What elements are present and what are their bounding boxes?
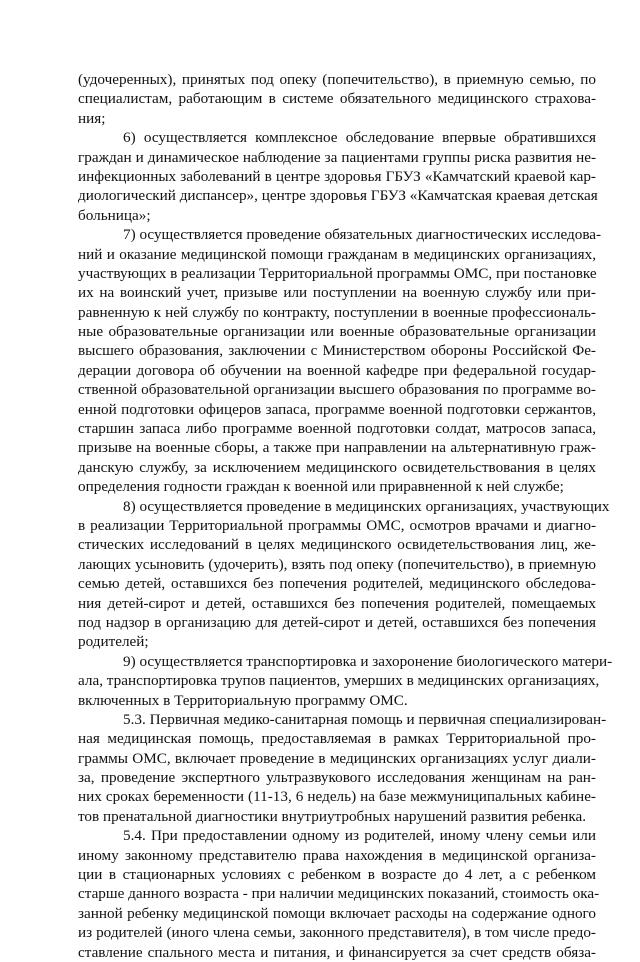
text-line: ния детей-сирот и детей, оставшихся без попечения родителей, помещаемых <box>78 594 596 612</box>
text-line: ний и оказание медицинской помощи гражданам в медицинских организациях, <box>78 245 596 263</box>
text-line: граждан и динамическое наблюдение за пациентами группы риска развития не- <box>78 148 596 166</box>
text-line: ала, транспортировка трупов пациентов, умерших в медицинских организациях, <box>78 672 600 690</box>
document-page <box>78 70 613 962</box>
text-line: включенных в Территориальную программу ОМС. <box>78 691 408 709</box>
text-line: 5.3. Первичная медико-санитарная помощь и первичная специализирован- <box>123 710 607 728</box>
text-line: ная медицинская помощь, предоставляемая в рамках Территориальной про- <box>78 730 596 748</box>
text-line: высшего образования, заключении с Министерством обороны Российской Фе- <box>78 342 596 360</box>
text-line: родителей; <box>78 633 149 651</box>
text-line: за, проведение экспертного ультразвукового исследования женщинам на ран- <box>78 769 596 787</box>
text-line: дерации договора об обучении на военной кафедре при федеральной государ- <box>78 361 596 379</box>
text-line: (удочеренных), принятых под опеку (попечительство), в приемную семью, по <box>78 71 596 88</box>
text-line: участвующих в реализации Территориальной программы ОМС, при постановке <box>78 264 597 282</box>
text-line: 9) осуществляется транспортировка и захоронение биологического матери- <box>123 652 613 670</box>
text-line: лающих усыновить (удочерить), взять под опеку (попечительство), в приемную <box>78 555 596 573</box>
text-line: старше данного возраста - при наличии медицинских показаний, стоимость ока- <box>78 885 600 903</box>
text-line: больница»; <box>78 206 151 224</box>
text-line: из родителей (иного члена семьи, законного представителя), в том числе предо- <box>78 924 596 942</box>
text-line: равненную к ней службу по контракту, поступлении в военные профессиональ- <box>78 303 596 321</box>
text-line: определения годности граждан к военной или приравненной к ней службе; <box>78 478 564 496</box>
text-line: ции в стационарных условиях с ребенком в возрасте до 4 лет, а с ребенком <box>78 866 596 884</box>
text-line: данскую службу, за исключением медицинского освидетельствования в целях <box>78 458 596 476</box>
text-line: стических исследований в целях медицинского освидетельствования лиц, же- <box>78 536 596 554</box>
text-line: граммы ОМС, включает проведение в медицинских организациях услуг диали- <box>78 749 596 767</box>
text-line: ственной образовательной организации высшего образования по программе во- <box>78 381 596 399</box>
text-line: ставление спального места и питания, и финансируется за счет средств обяза- <box>78 943 596 961</box>
text-line: тов пренатальной диагностики внутриутробных нарушений развития ребенка. <box>78 807 587 825</box>
text-line: енной подготовки офицеров запаса, программе военной подготовки сержантов, <box>78 400 596 418</box>
text-line: в реализации Территориальной программы ОМС, осмотров врачами и диагно- <box>78 516 596 534</box>
text-line: семью детей, оставшихся без попечения родителей, медицинского обследова- <box>78 575 596 593</box>
text-line: 5.4. При предоставлении одному из родителей, иному члену семьи или <box>123 827 596 845</box>
text-line: призыве на военные сборы, а также при направлении на альтернативную граж- <box>78 439 596 457</box>
text-line: инфекционных заболеваний в центре здоровья ГБУЗ «Камчатский краевой кар- <box>78 167 596 185</box>
text-line: специалистам, работающим в системе обязательного медицинского страхова- <box>78 90 596 108</box>
text-line: 7) осуществляется проведение обязательных диагностических исследова- <box>123 226 602 244</box>
text-line: 8) осуществляется проведение в медицинских организациях, участвующих <box>123 497 610 515</box>
text-line: старшин запаса либо программе военной подготовки солдат, матросов запаса, <box>78 420 596 438</box>
text-line: ные образовательные организации или военные образовательные организации <box>78 323 596 341</box>
text-line: них сроках беременности (11-13, 6 недель) на базе межмуниципальных кабине- <box>78 788 596 806</box>
text-line: иному законному представителю права нахождения в медицинской организа- <box>78 846 596 864</box>
text-line: диологический диспансер», центре здоровья ГБУЗ «Камчатская краевая детская <box>78 187 598 205</box>
text-line: под надзор в организацию для детей-сирот и детей, оставшихся без попечения <box>78 613 596 631</box>
text-line: 6) осуществляется комплексное обследование впервые обратившихся <box>123 129 596 147</box>
text-line: занной ребенку медицинской помощи включает расходы на содержание одного <box>78 904 596 922</box>
text-line: ния; <box>78 109 106 127</box>
text-line: их на воинский учет, призыве или поступлении на военную службу или при- <box>78 284 596 302</box>
